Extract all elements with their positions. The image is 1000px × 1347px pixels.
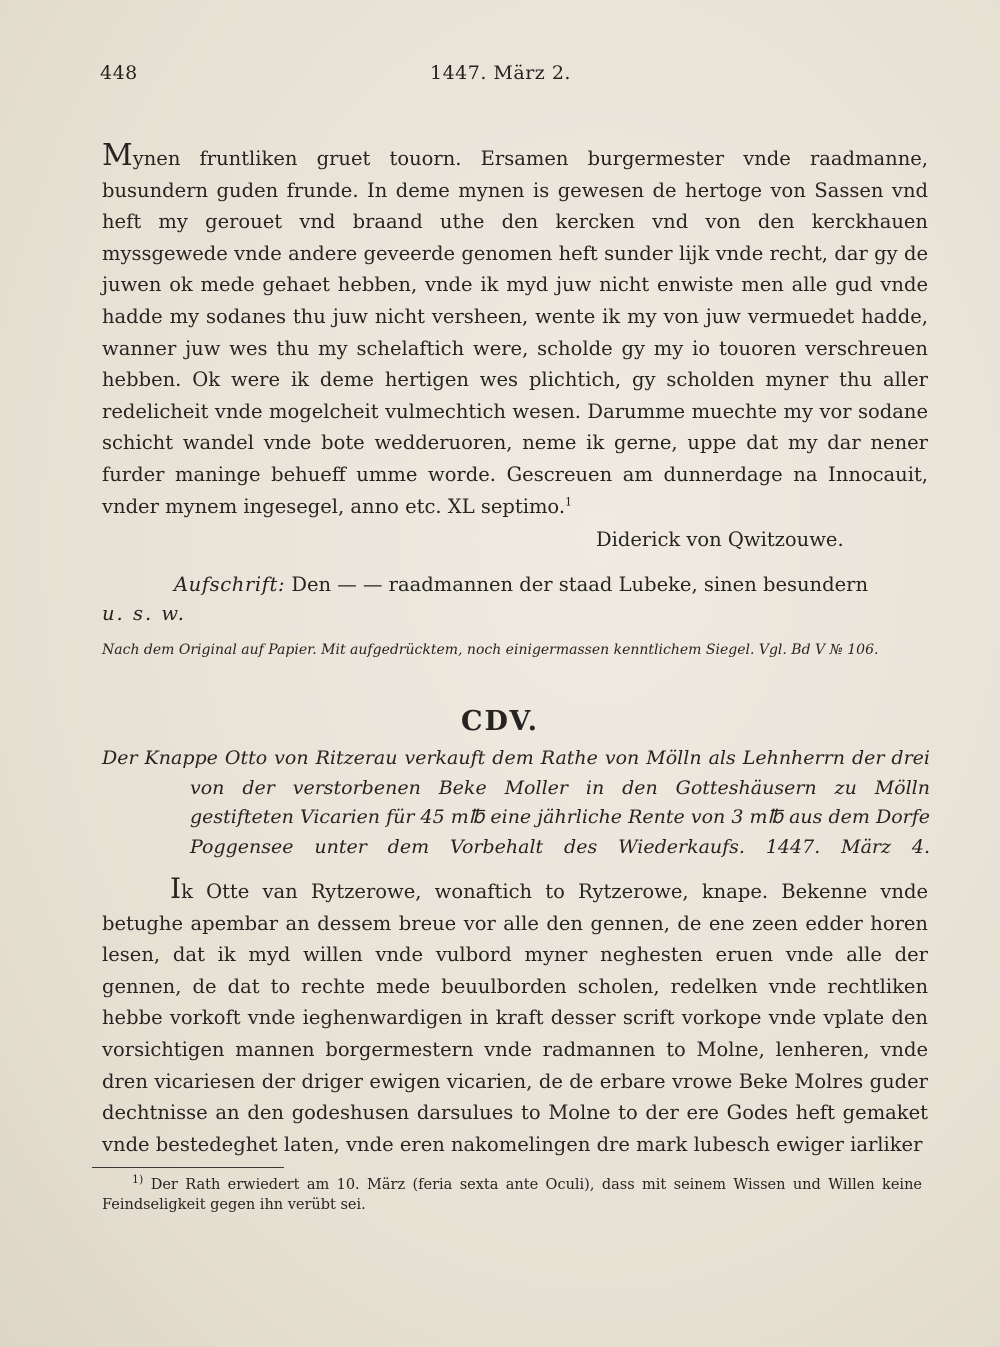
provenance-reference: Vgl. Bd V № 106. (758, 642, 879, 658)
footnote (102, 1175, 922, 1215)
address-usw: u. s. w. (102, 602, 186, 625)
letter-initial: M (102, 138, 133, 173)
footnote-marker: 1) (132, 1173, 144, 1187)
address-line (102, 570, 928, 628)
footnote-divider (92, 1167, 284, 1168)
running-head: 1447. März 2. (430, 62, 571, 84)
address-text: Den — — raadmannen der staad Lubeke, sinen besundern (291, 573, 869, 596)
letter-body: ynen fruntliken gruet touorn. Ersamen burgermester vnde raadmanne, busundern guden frunde. In deme mynen is gewesen de hertoge von Sassen vnd heft my gerouet vnd braand uthe den kercken vnd von den kerckhauen myssgewede vnde andere geveerde genomen heft sunder lijk vnde recht, dar gy de juwen ok mede gehaet hebben, vnde ik myd juw nicht enwiste men alle gud vnde hadde my sodanes thu juw nicht versheen, wente ik my von juw vermuedet hadde, wanner juw wes thu my schelaftich were, scholde gy my io touoren verschreuen hebben. Ok were ik deme hertigen wes plichtich, gy scholden myner thu aller redelicheit vnde mogelcheit vulmechtich wesen. Darumme muechte my vor sodane schicht wandel vnde bote wedderuoren, neme ik gerne, uppe dat my dar nener furder maninge behueff umme worde. Gescreuen am dunnerdage na Innocauit, vnder mynem ingesegel, anno etc. XL septimo. (102, 147, 928, 518)
document-summary (102, 744, 930, 862)
letter-signature: Diderick von Qwitzouwe. (596, 528, 844, 551)
provenance-text: Nach dem Original auf Papier. Mit aufgedrücktem, noch einigermassen kenntlichem Siegel. (102, 642, 755, 658)
letter-text (102, 140, 928, 522)
footnote-text: Der Rath erwiedert am 10. März (feria sexta ante Oculi), dass mit seinem Wissen und Willen keine Feindseligkeit gegen ihn verübt sei. (102, 1177, 922, 1213)
document-initial: I (170, 872, 182, 905)
address-label: Aufschrift: (174, 573, 286, 596)
summary-rest: von der verstorbenen Beke Moller in den Gotteshäusern zu Mölln gestifteten Vicarien für 45 m℔ eine jährliche Rente von 3 m℔ aus dem Dorfe Poggensee unter dem Vorbehalt des Wiederkaufs. 1447. März 4. (190, 776, 930, 858)
provenance-note (102, 640, 928, 660)
footnote-reference: 1 (565, 495, 573, 509)
page-number: 448 (100, 62, 138, 84)
summary-first-line: Der Knappe Otto von Ritzerau verkauft dem Rathe von Mölln als Lehnherrn der drei (102, 747, 930, 769)
page-header (100, 62, 930, 92)
document-text (102, 873, 928, 1160)
document-number: CDV. (460, 706, 540, 737)
document-body: k Otte van Rytzerowe, wonaftich to Rytzerowe, knape. Bekenne vnde betughe apembar an dessem breue vor alle den gennen, de ene zeen edder horen lesen, dat ik myd willen vnde vulbord myner neghesten eruen vnde alle der gennen, de dat to rechte mede beuulborden scholen, redelken vnde rechtliken hebbe vorkoft vnde ieghenwardigen in kraft desser scrift vorkope vnde vplate den vorsichtigen mannen borgermestern vnde radmannen to Molne, lenheren, vnde dren vicariesen der driger ewigen vicarien, de de erbare vrowe Beke Molres guder dechtnisse an den godeshusen darsulues to Molne to der ere Godes heft gemaket vnde bestedeghet laten, vnde eren nakomelingen dre mark lubesch ewiger iarliker (102, 880, 928, 1156)
